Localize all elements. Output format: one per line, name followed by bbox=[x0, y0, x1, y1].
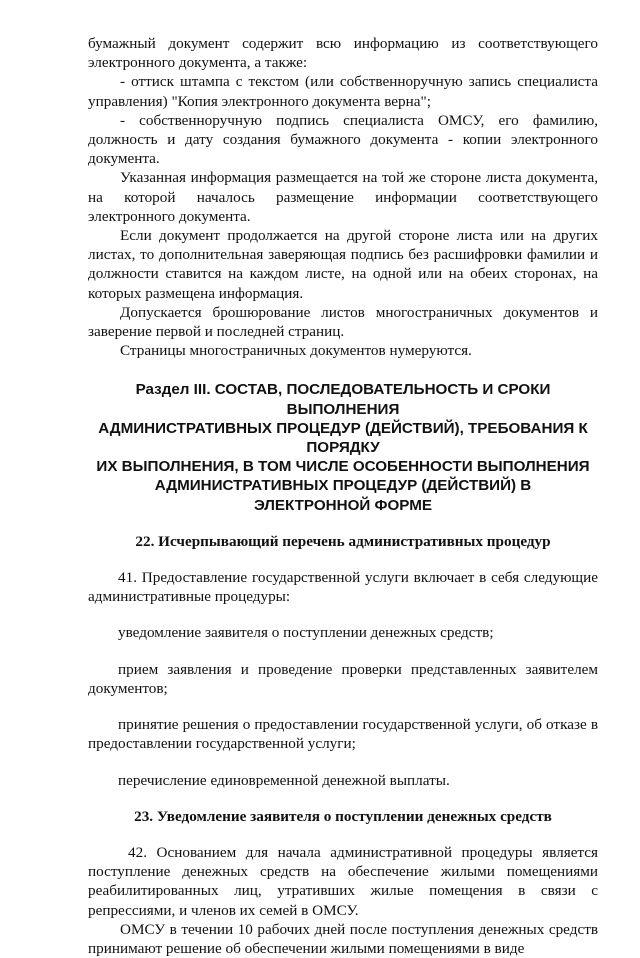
section-title-line: ПОРЯДКУ bbox=[306, 439, 380, 457]
section-title-line: ЭЛЕКТРОННОЙ ФОРМЕ bbox=[253, 496, 433, 514]
paragraph: Указанная информация размещается на той же стороне листа документа, на которой началось размещение информации соответствующего электронного документа. bbox=[88, 169, 598, 225]
paragraph: Допускается брошюрование листов многостраничных документов и заверение первой и последней страниц. bbox=[88, 303, 598, 341]
section-title-line: Раздел III. СОСТАВ, ПОСЛЕДОВАТЕЛЬНОСТЬ И СРОКИ bbox=[135, 381, 551, 399]
paragraph: бумажный документ содержит всю информацию из соответствующего электронного документа, а также: bbox=[88, 35, 598, 72]
document-page bbox=[88, 34, 598, 958]
section-title bbox=[88, 380, 598, 514]
subsection-title: 22. Исчерпывающий перечень административных процедур bbox=[135, 532, 551, 550]
section-title-line: АДМИНИСТРАТИВНЫХ ПРОЦЕДУР (ДЕЙСТВИЙ) В bbox=[154, 477, 532, 495]
paragraph: 41. Предоставление государственной услуги включает в себя следующие административные процедуры: bbox=[88, 569, 598, 606]
paragraph: Страницы многостраничных документов нумеруются. bbox=[120, 342, 472, 360]
list-item: принятие решения о предоставлении государственной услуги, об отказе в предоставлении государственной услуги; bbox=[88, 716, 598, 753]
paragraph: Если документ продолжается на другой стороне листа или на других листах, то дополнительная заверяющая подпись без расшифровки фамилии и должности ставится на каждом листе, на одной или на обеих сторонах, на которых размещена информация. bbox=[88, 227, 598, 302]
list-item: - оттиск штампа с текстом (или собственноручную запись специалиста управления) "Копия электронного документа верна"; bbox=[88, 73, 598, 110]
section-title-line: ВЫПОЛНЕНИЯ bbox=[286, 400, 400, 418]
list-item: уведомление заявителя о поступлении денежных средств; bbox=[118, 624, 494, 642]
section-title-line: АДМИНИСТРАТИВНЫХ ПРОЦЕДУР (ДЕЙСТВИЙ), ТРЕБОВАНИЯ К bbox=[98, 419, 588, 437]
subsection-title: 23. Уведомление заявителя о поступлении денежных средств bbox=[134, 807, 552, 825]
list-item: - собственноручную подпись специалиста ОМСУ, его фамилию, должность и дату создания бумажного документа - копии электронного документа. bbox=[88, 111, 598, 168]
list-item: прием заявления и проведение проверки представленных заявителем документов; bbox=[88, 660, 598, 697]
paragraph: ОМСУ в течении 10 рабочих дней после поступления денежных средств принимают решение об обеспечении жилыми помещениями в виде bbox=[88, 920, 598, 957]
section-title-line: ИХ ВЫПОЛНЕНИЯ, В ТОМ ЧИСЛЕ ОСОБЕННОСТИ ВЫПОЛНЕНИЯ bbox=[96, 458, 590, 476]
paragraph: 42. Основанием для начала административной процедуры является поступление денежных средств на обеспечение жилыми помещениями реабилитированных лиц, утративших жилые помещения в связи с репрессиями, и членов их семей в ОМСУ. bbox=[88, 843, 598, 919]
list-item: перечисление единовременной денежной выплаты. bbox=[118, 771, 450, 789]
